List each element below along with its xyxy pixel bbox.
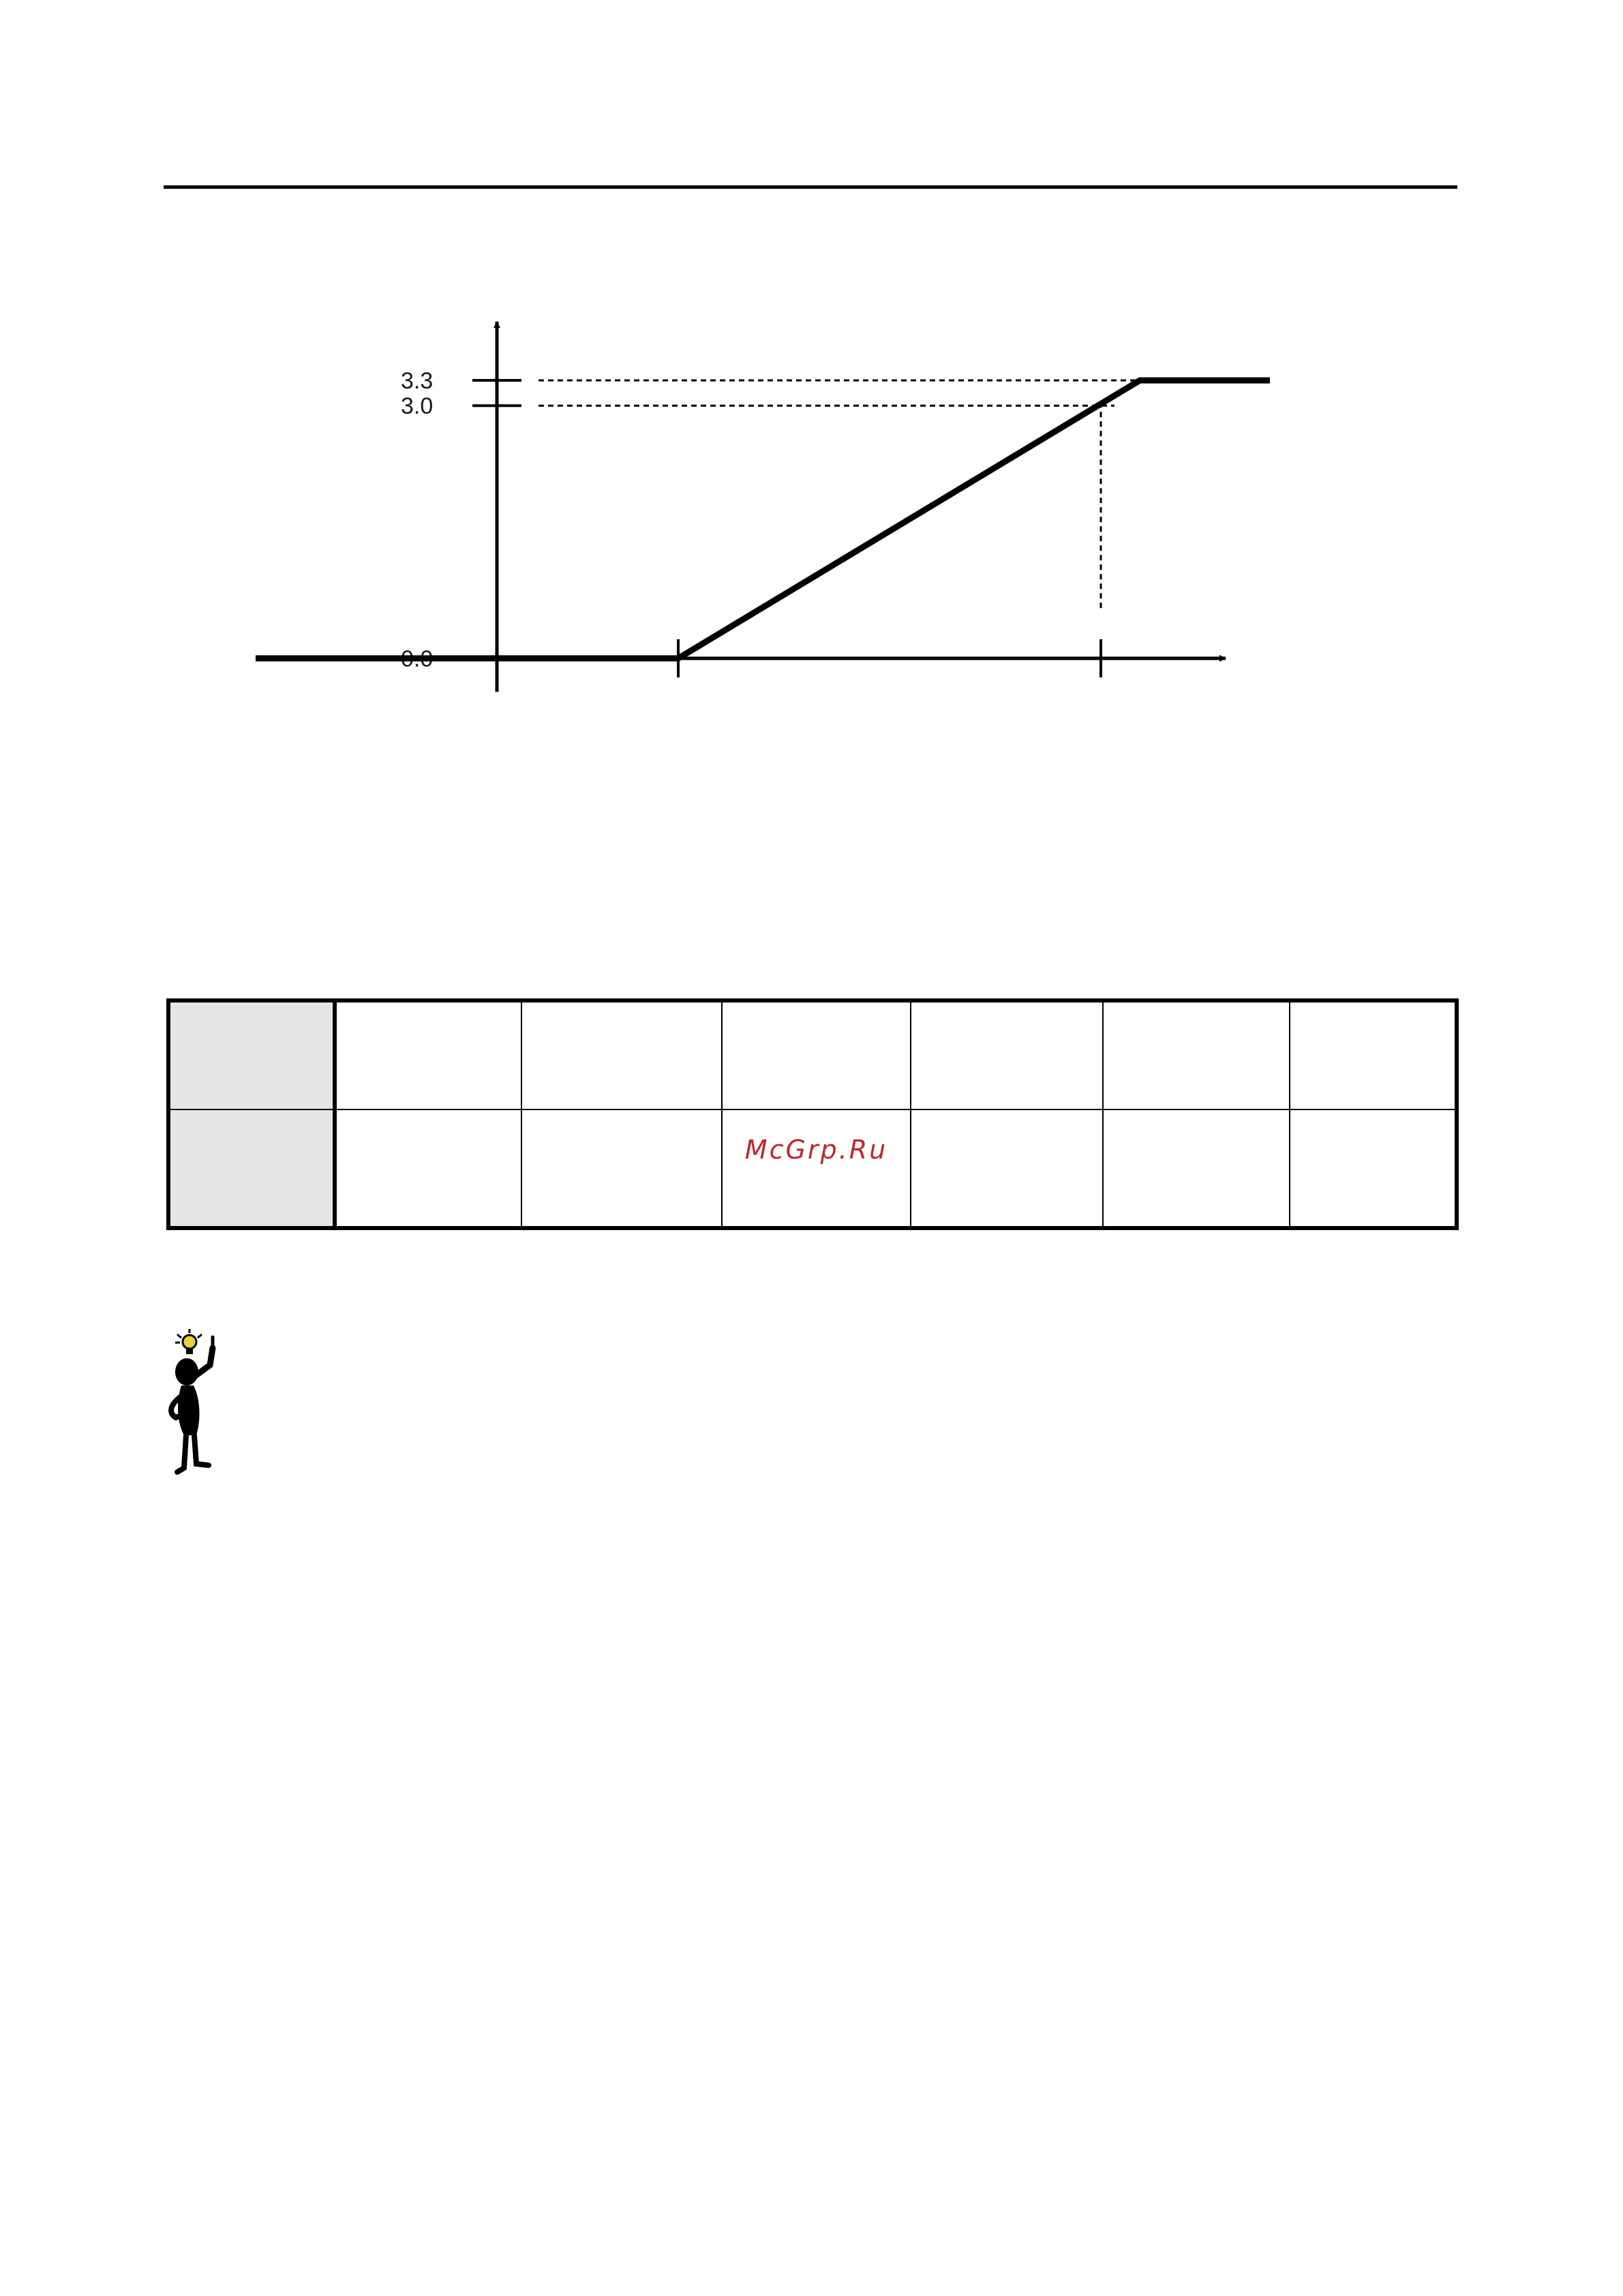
table-row: [168, 1109, 1457, 1228]
table-header-cell: [168, 1109, 335, 1228]
table-row: [168, 1000, 1457, 1109]
y-tick-label: 0.0: [401, 646, 434, 672]
table-cell: [521, 1109, 722, 1228]
y-tick-label: 3.0: [401, 393, 434, 420]
table-cell: [335, 1000, 521, 1109]
idea-man-icon: [164, 1328, 232, 1476]
data-table: [166, 998, 1459, 1230]
y-tick-label: 3.3: [401, 368, 434, 395]
voltage-ramp-chart: [0, 0, 1623, 750]
table-cell: [1290, 1109, 1457, 1228]
table-cell: [1290, 1000, 1457, 1109]
table-cell: [521, 1000, 722, 1109]
table-cell-watermark: [722, 1109, 911, 1228]
table-cell: [722, 1000, 911, 1109]
watermark-text: McGrp.Ru: [744, 1135, 888, 1165]
table-header-cell: [168, 1000, 335, 1109]
series-line: [256, 380, 1270, 658]
table-cell: [1103, 1000, 1290, 1109]
table-cell: [335, 1109, 521, 1228]
table-cell: [1103, 1109, 1290, 1228]
table-cell: [911, 1109, 1103, 1228]
table-cell: [911, 1000, 1103, 1109]
light-bulb-icon: [175, 1329, 202, 1354]
